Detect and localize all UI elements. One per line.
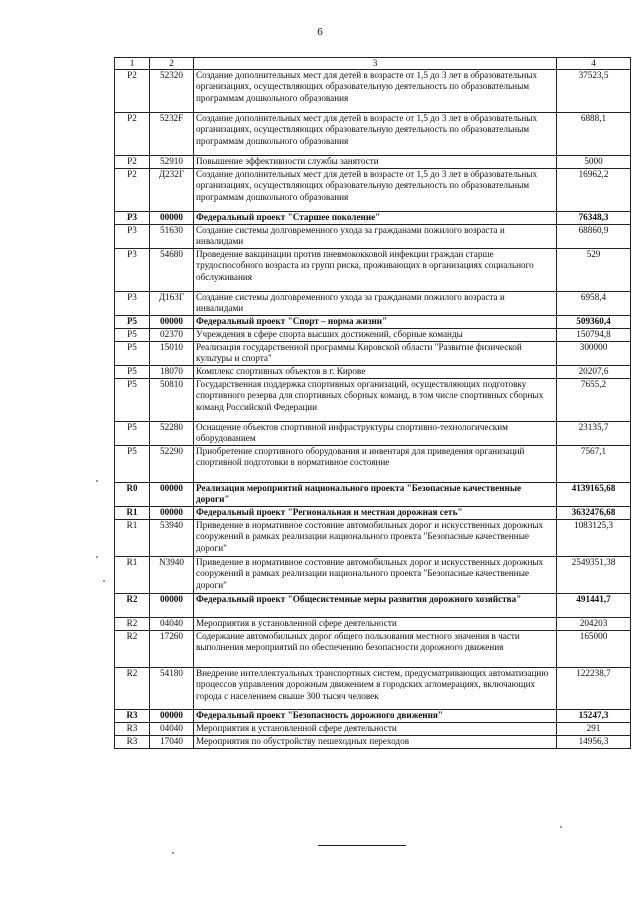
row-description-cell: Внедрение интеллектуальных транспортных систем, предусматривающих автоматизацию процессов управления дорожным движением в городских агломерациях, включающих города с населением свыше 300 тысяч человек: [194, 668, 557, 710]
row-description-cell: Создание системы долговременного ухода за гражданами пожилого возраста и инвалидами: [194, 292, 557, 316]
table-row: [115, 292, 631, 316]
table-row: [115, 225, 631, 249]
row-subcode-cell: 17040: [150, 736, 194, 749]
table-row: [115, 113, 631, 156]
table-row: [115, 422, 631, 446]
table-row: [115, 366, 631, 379]
row-amount-cell: 16962,2: [557, 169, 631, 212]
scan-speck: [103, 580, 105, 582]
row-amount-cell: 300000: [557, 342, 631, 366]
budget-table: [114, 57, 631, 749]
row-subcode-cell: 53940: [150, 520, 194, 557]
table-row: [115, 557, 631, 594]
row-description-cell: Мероприятия в установленной сфере деятельности: [194, 723, 557, 736]
row-description-cell: Федеральный проект "Безопасность дорожного движения": [194, 710, 557, 723]
table-row: [115, 668, 631, 710]
row-amount-cell: 509360,4: [557, 316, 631, 329]
column-header-2: 2: [150, 58, 194, 70]
row-description-cell: Создание дополнительных мест для детей в возрасте от 1,5 до 3 лет в образовательных организациях, осуществляющих образовательную деятельность по образовательным программам дошкольного образования: [194, 169, 557, 212]
row-code-cell: Р2: [115, 113, 150, 156]
row-subcode-cell: 54680: [150, 249, 194, 292]
row-amount-cell: 6888,1: [557, 113, 631, 156]
row-description-cell: Повышение эффективности службы занятости: [194, 156, 557, 169]
row-description-cell: Федеральный проект "Спорт – норма жизни": [194, 316, 557, 329]
table-row: [115, 736, 631, 749]
row-description-cell: Государственная поддержка спортивных организаций, осуществляющих подготовку спортивного резерва для спортивных сборных команд, в том числе спортивных сборных команд Российской Федерации: [194, 379, 557, 422]
row-amount-cell: 76348,3: [557, 212, 631, 225]
row-description-cell: Реализация мероприятий национального проекта "Безопасные качественные дороги": [194, 483, 557, 507]
row-amount-cell: 150794,8: [557, 329, 631, 342]
row-description-cell: Создание системы долговременного ухода за гражданами пожилого возраста и инвалидами: [194, 225, 557, 249]
page-number: 6: [317, 26, 323, 38]
row-code-cell: R1: [115, 507, 150, 520]
row-description-cell: Федеральный проект "Старшее поколение": [194, 212, 557, 225]
row-description-cell: Приведение в нормативное состояние автомобильных дорог и искусственных дорожных сооружений в рамках реализации национального проекта "Безопасные качественные дороги": [194, 520, 557, 557]
row-code-cell: Р5: [115, 316, 150, 329]
row-subcode-cell: Д232Г: [150, 169, 194, 212]
row-description-cell: Создание дополнительных мест для детей в возрасте от 1,5 до 3 лет в образовательных организациях, осуществляющих образовательную деятельность по образовательным программам дошкольного образования: [194, 113, 557, 156]
row-subcode-cell: 00000: [150, 594, 194, 618]
column-header-4: 4: [557, 58, 631, 70]
row-subcode-cell: 18070: [150, 366, 194, 379]
table-row: [115, 379, 631, 422]
scan-speck: [560, 826, 562, 828]
row-description-cell: Оснащение объектов спортивной инфраструктуры спортивно-технологическим оборудованием: [194, 422, 557, 446]
row-description-cell: Федеральный проект "Региональная и местная дорожная сеть": [194, 507, 557, 520]
row-code-cell: R2: [115, 594, 150, 618]
row-amount-cell: 15247,3: [557, 710, 631, 723]
row-description-cell: Содержание автомобильных дорог общего пользования местного значения в части выполнения мероприятий по обеспечению безопасности дорожного движения: [194, 631, 557, 668]
row-code-cell: Р2: [115, 169, 150, 212]
row-description-cell: Мероприятия по обустройству пешеходных переходов: [194, 736, 557, 749]
row-amount-cell: 20207,6: [557, 366, 631, 379]
table-row: [115, 156, 631, 169]
table-body: [115, 70, 631, 749]
row-code-cell: R2: [115, 668, 150, 710]
row-subcode-cell: 02370: [150, 329, 194, 342]
row-subcode-cell: 00000: [150, 316, 194, 329]
table-row: [115, 446, 631, 483]
row-amount-cell: 165000: [557, 631, 631, 668]
row-code-cell: R3: [115, 710, 150, 723]
table-row: [115, 723, 631, 736]
table-row: [115, 169, 631, 212]
row-code-cell: R3: [115, 723, 150, 736]
row-description-cell: Учреждения в сфере спорта высших достижений, сборные команды: [194, 329, 557, 342]
table-row: [115, 329, 631, 342]
row-amount-cell: 204203: [557, 618, 631, 631]
row-code-cell: R0: [115, 483, 150, 507]
scan-speck: [96, 556, 98, 558]
row-subcode-cell: 52290: [150, 446, 194, 483]
row-code-cell: Р5: [115, 329, 150, 342]
row-subcode-cell: 00000: [150, 212, 194, 225]
row-amount-cell: 291: [557, 723, 631, 736]
separator-line: [318, 845, 406, 846]
row-description-cell: Мероприятия в установленной сфере деятельности: [194, 618, 557, 631]
row-code-cell: Р5: [115, 342, 150, 366]
row-amount-cell: 3632476,68: [557, 507, 631, 520]
row-code-cell: Р3: [115, 225, 150, 249]
table-row: [115, 483, 631, 507]
row-code-cell: R2: [115, 631, 150, 668]
row-subcode-cell: 52320: [150, 70, 194, 113]
column-header-1: 1: [115, 58, 150, 70]
row-description-cell: Приобретение спортивного оборудования и инвентаря для приведения организаций спортивной подготовки в нормативное состояние: [194, 446, 557, 483]
row-subcode-cell: 00000: [150, 483, 194, 507]
row-amount-cell: 7655,2: [557, 379, 631, 422]
row-subcode-cell: 15010: [150, 342, 194, 366]
table-row: [115, 70, 631, 113]
row-amount-cell: 5000: [557, 156, 631, 169]
row-code-cell: R2: [115, 618, 150, 631]
row-description-cell: Реализация государственной программы Кировской области "Развитие физической культуры и спорта": [194, 342, 557, 366]
row-subcode-cell: 52280: [150, 422, 194, 446]
row-code-cell: R1: [115, 520, 150, 557]
table-row: [115, 316, 631, 329]
row-amount-cell: 23135,7: [557, 422, 631, 446]
row-subcode-cell: Д163Г: [150, 292, 194, 316]
column-header-3: 3: [194, 58, 557, 70]
row-amount-cell: 529: [557, 249, 631, 292]
row-subcode-cell: 04040: [150, 618, 194, 631]
row-description-cell: Создание дополнительных мест для детей в возрасте от 1,5 до 3 лет в образовательных организациях, осуществляющих образовательную деятельность по образовательным программам дошкольного образования: [194, 70, 557, 113]
row-code-cell: Р5: [115, 446, 150, 483]
scan-speck: [172, 852, 174, 854]
row-amount-cell: 14956,3: [557, 736, 631, 749]
table-row: [115, 631, 631, 668]
table-row: [115, 618, 631, 631]
scan-speck: [96, 480, 98, 482]
row-code-cell: Р3: [115, 292, 150, 316]
row-code-cell: Р5: [115, 366, 150, 379]
row-description-cell: Федеральный проект "Общесистемные меры развития дорожного хозяйства": [194, 594, 557, 618]
row-amount-cell: 7567,1: [557, 446, 631, 483]
row-subcode-cell: 54180: [150, 668, 194, 710]
row-amount-cell: 1083125,3: [557, 520, 631, 557]
row-amount-cell: 491441,7: [557, 594, 631, 618]
table-row: [115, 520, 631, 557]
row-description-cell: Комплекс спортивных объектов в г. Кирове: [194, 366, 557, 379]
row-code-cell: R1: [115, 557, 150, 594]
row-subcode-cell: 5232F: [150, 113, 194, 156]
row-code-cell: Р3: [115, 212, 150, 225]
row-description-cell: Проведение вакцинации против пневмококковой инфекции граждан старше трудоспособного возраста из групп риска, проживающих в организациях социального обслуживания: [194, 249, 557, 292]
row-subcode-cell: N3940: [150, 557, 194, 594]
row-code-cell: Р5: [115, 379, 150, 422]
table-row: [115, 594, 631, 618]
row-amount-cell: 4139165,68: [557, 483, 631, 507]
row-code-cell: R3: [115, 736, 150, 749]
row-subcode-cell: 00000: [150, 710, 194, 723]
row-amount-cell: 122238,7: [557, 668, 631, 710]
table-row: [115, 342, 631, 366]
row-code-cell: Р2: [115, 70, 150, 113]
row-code-cell: Р5: [115, 422, 150, 446]
row-description-cell: Приведение в нормативное состояние автомобильных дорог и искусственных дорожных сооружений в рамках реализации национального проекта "Безопасные качественные дороги": [194, 557, 557, 594]
table-row: [115, 212, 631, 225]
row-subcode-cell: 52910: [150, 156, 194, 169]
table-row: [115, 249, 631, 292]
row-subcode-cell: 00000: [150, 507, 194, 520]
row-amount-cell: 68860,9: [557, 225, 631, 249]
row-amount-cell: 37523,5: [557, 70, 631, 113]
table-header-row: [115, 58, 631, 70]
table-row: [115, 507, 631, 520]
row-subcode-cell: 17260: [150, 631, 194, 668]
row-subcode-cell: 50810: [150, 379, 194, 422]
row-amount-cell: 6958,4: [557, 292, 631, 316]
row-subcode-cell: 51630: [150, 225, 194, 249]
row-amount-cell: 2549351,38: [557, 557, 631, 594]
table-row: [115, 710, 631, 723]
row-code-cell: Р2: [115, 156, 150, 169]
row-code-cell: Р3: [115, 249, 150, 292]
row-subcode-cell: 04040: [150, 723, 194, 736]
